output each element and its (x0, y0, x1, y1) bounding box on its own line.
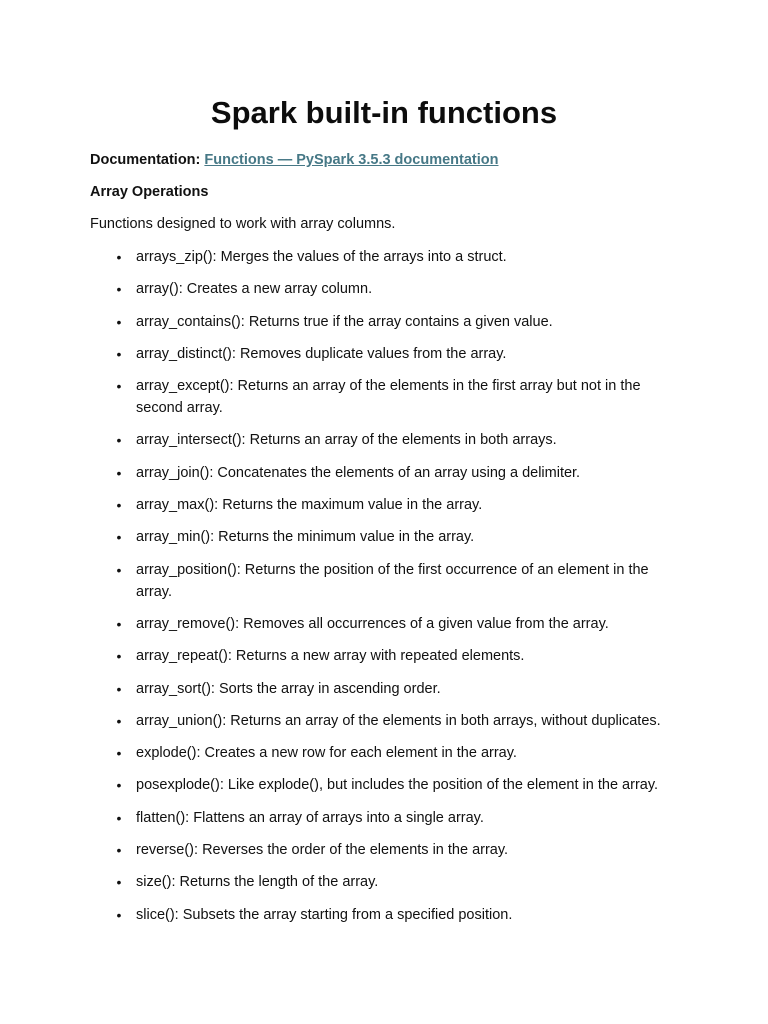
list-item (0, 807, 768, 829)
list-item (0, 429, 768, 451)
bullet-icon: • (116, 745, 122, 762)
documentation-line (90, 150, 498, 170)
list-item (0, 645, 768, 667)
bullet-icon: • (116, 712, 122, 729)
list-item-text: array_distinct(): Removes duplicate values from the array. (136, 345, 507, 362)
list-item (0, 494, 768, 516)
section-heading: Array Operations (90, 184, 209, 200)
page-title: Spark built-in functions (210, 95, 558, 130)
bullet-icon: • (116, 906, 122, 923)
section-intro: Functions designed to work with array columns. (90, 216, 396, 232)
list-item (0, 613, 768, 635)
list-item-text: array_except(): Returns an array of the elements in the first array but not in the second array. (136, 378, 641, 417)
list-item (0, 375, 768, 419)
bullet-icon: • (116, 497, 122, 514)
list-item-text: posexplode(): Like explode(), but includes the position of the element in the array. (136, 777, 659, 794)
list-item-text: array_union(): Returns an array of the elements in both arrays, without duplicates. (136, 712, 661, 729)
bullet-icon: • (116, 680, 122, 697)
list-item-text: arrays_zip(): Merges the values of the arrays into a struct. (136, 249, 507, 265)
list-item-text: reverse(): Reverses the order of the elements in the array. (136, 842, 509, 859)
bullet-icon: • (116, 345, 122, 362)
bullet-icon: • (116, 842, 122, 859)
list-item-text: array_join(): Concatenates the elements of an array using a delimiter. (136, 464, 581, 481)
list-item-text: array_max(): Returns the maximum value in the array. (136, 497, 483, 514)
list-item (0, 526, 768, 548)
list-item (0, 311, 768, 333)
bullet-icon: • (116, 313, 122, 330)
documentation-link[interactable]: Functions — PySpark 3.5.3 documentation (204, 152, 499, 168)
list-item-text: flatten(): Flattens an array of arrays into a single array. (136, 809, 484, 826)
list-item (0, 839, 768, 861)
list-item (0, 678, 768, 700)
list-item-text: array_remove(): Removes all occurrences of a given value from the array. (136, 615, 609, 632)
list-item (0, 710, 768, 732)
list-item (0, 559, 768, 603)
list-item (0, 871, 768, 893)
bullet-icon: • (116, 561, 122, 578)
bullet-icon: • (116, 874, 122, 891)
bullet-icon: • (116, 809, 122, 826)
list-item-text: array_min(): Returns the minimum value in the array. (136, 529, 475, 546)
bullet-icon: • (116, 648, 122, 665)
bullet-icon: • (116, 529, 122, 546)
list-item-text: array_position(): Returns the position of the first occurrence of an element in the array. (136, 561, 649, 600)
bullet-icon: • (116, 249, 122, 265)
bullet-icon: • (116, 615, 122, 632)
list-item-text: array_repeat(): Returns a new array with repeated elements. (136, 648, 525, 665)
bullet-icon: • (116, 378, 122, 395)
list-item-text: array_intersect(): Returns an array of the elements in both arrays. (136, 432, 557, 449)
list-item-text: explode(): Creates a new row for each element in the array. (136, 745, 517, 762)
list-item-text: array_sort(): Sorts the array in ascending order. (136, 680, 441, 697)
bullet-icon: • (116, 432, 122, 449)
bullet-icon: • (116, 281, 122, 298)
list-item (0, 742, 768, 764)
list-item-text: slice(): Subsets the array starting from a specified position. (136, 906, 513, 923)
list-item-text: array(): Creates a new array column. (136, 281, 373, 298)
list-item (0, 343, 768, 365)
bullet-icon: • (116, 464, 122, 481)
list-item-text: size(): Returns the length of the array. (136, 874, 379, 891)
list-item-text: array_contains(): Returns true if the array contains a given value. (136, 313, 553, 330)
bullet-icon: • (116, 777, 122, 794)
list-item (0, 774, 768, 796)
documentation-label: Documentation: (90, 152, 201, 168)
list-item (0, 278, 768, 300)
function-list (0, 246, 768, 936)
list-item (0, 246, 768, 268)
list-item (0, 904, 768, 926)
list-item (0, 462, 768, 484)
